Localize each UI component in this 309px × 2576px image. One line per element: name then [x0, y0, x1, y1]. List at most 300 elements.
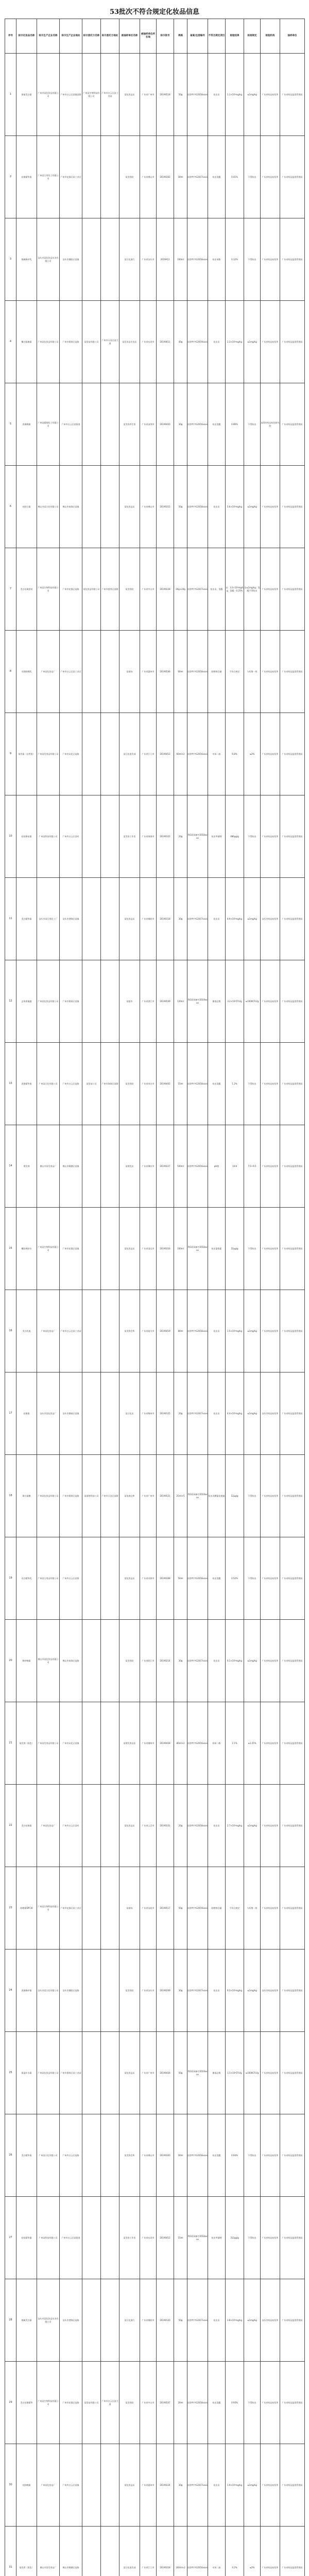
- table-cell-reg: 国妆特字G2016xxxx: [187, 2527, 208, 2576]
- table-cell-client: 某贸易有限公司: [82, 2362, 101, 2444]
- table-cell-name: 染发霜（自然黑）: [16, 713, 37, 795]
- table-cell-no: 29: [5, 2362, 16, 2444]
- table-cell-seller: 某日化商行: [119, 218, 140, 301]
- table-cell-maker: 广州某化妆品有限公司: [37, 960, 60, 1043]
- table-cell-batch: 20190302: [157, 136, 174, 218]
- table-cell-addr: 广州市番禺区某镇: [60, 960, 82, 1043]
- table-cell-client: [82, 1208, 101, 1290]
- table-cell-item: 检出汞: [208, 1620, 226, 1702]
- table-cell-client-addr: [101, 2444, 119, 2527]
- table-cell-standard: ≤1mg/kg: [244, 466, 261, 548]
- table-cell-batch: 20190331: [157, 1785, 174, 1867]
- table-cell-sampler: 广东省药品监督管理局: [280, 548, 305, 631]
- table-cell-client: [82, 713, 101, 795]
- column-header: 标示委托方名称: [82, 19, 101, 54]
- table-cell-reg: 国妆特字G2019xxxx: [187, 301, 208, 383]
- table-cell-maker: 广州某发用品有限公司: [37, 1702, 60, 1785]
- table-cell-no: 19: [5, 1537, 16, 1620]
- table-row: [5, 1537, 305, 1620]
- table-cell-reg: 国妆特字G2018xxxx: [187, 1290, 208, 1372]
- table-cell-loc: 广东省中山市: [140, 2362, 157, 2444]
- table-cell-addr: 汕头市潮南区某镇: [60, 1372, 82, 1455]
- table-cell-batch: 20190209: [157, 1950, 174, 2032]
- table-cell-maker: 广州某化妆品厂: [37, 2444, 60, 2527]
- table-cell-item: 防晒剂含量: [208, 631, 226, 713]
- table-cell-lab: 广东省药品检验所: [261, 2444, 280, 2527]
- table-cell-item: 检出汞: [208, 878, 226, 960]
- table-row: [5, 878, 305, 960]
- table-cell-client: [82, 466, 101, 548]
- table-cell-batch: 20190125: [157, 1372, 174, 1455]
- table-cell-reg: 国妆特字G2018xxxx: [187, 1537, 208, 1620]
- table-cell-item: 检出氯霉素: [208, 1208, 226, 1290]
- table-cell-spec: 50g: [174, 2032, 187, 2114]
- table-cell-name: 祛痘修复霜: [16, 795, 37, 878]
- table-cell-name: 茵丽美白霜: [16, 54, 37, 136]
- table-cell-batch: 20190214: [157, 1620, 174, 1702]
- table-cell-spec: 30ml: [174, 2114, 187, 2197]
- table-cell-seller: 某日化批发部: [119, 713, 140, 795]
- table-cell-maker: 广州某日用品有限公司: [37, 1537, 60, 1620]
- table-cell-no: 11: [5, 878, 16, 960]
- table-cell-client-addr: [101, 1785, 119, 1867]
- table-cell-spec: 100ml: [174, 218, 187, 301]
- table-cell-reg: 粤G妆网备字2019xxxx: [187, 2032, 208, 2114]
- table-cell-client: 某贸易公司: [82, 1043, 101, 1125]
- table-cell-client-addr: [101, 713, 119, 795]
- table-cell-loc: 广东省韶关市: [140, 1290, 157, 1372]
- table-cell-no: 16: [5, 1290, 16, 1372]
- table-cell-item: 检出氢醌: [208, 383, 226, 466]
- table-cell-result: 1.9×10³mg/kg: [226, 2444, 244, 2527]
- table-cell-client: [82, 960, 101, 1043]
- table-cell-batch: 2019A12: [157, 218, 174, 301]
- table-cell-item: 检出甲硝唑: [208, 2197, 226, 2279]
- table-cell-lab: 广东省药品检验所: [261, 795, 280, 878]
- table-cell-maker: 广州某科技有限公司: [37, 2197, 60, 2279]
- table-cell-standard: 不得检出: [244, 2114, 261, 2197]
- table-cell-lab: 广东省药品检验所: [261, 1290, 280, 1372]
- table-cell-standard: 不得检出: [244, 1043, 261, 1125]
- table-cell-seller: 某化妆品店: [119, 1785, 140, 1867]
- table-cell-client-addr: 广州市白云区某大道: [101, 2362, 119, 2444]
- table-row: [5, 1125, 305, 1208]
- table-cell-standard: ≤1mg/kg: [244, 1620, 261, 1702]
- table-cell-reg: 粤G妆网备字2018xxxx: [187, 2197, 208, 2279]
- table-cell-sampler: 广东省药品监督管理局: [280, 1455, 305, 1537]
- table-cell-standard: 不得检出: [244, 2362, 261, 2444]
- table-cell-sampler: 广东省药品监督管理局: [280, 631, 305, 713]
- table-cell-item: 检出苯酚: [208, 218, 226, 301]
- table-cell-no: 17: [5, 1372, 16, 1455]
- table-cell-sampler: 广东省药品监督管理局: [280, 713, 305, 795]
- table-cell-client-addr: [101, 1620, 119, 1702]
- table-cell-loc: 广东省惠州市: [140, 631, 157, 713]
- table-row: [5, 301, 305, 383]
- table-cell-standard: ≤1mg/kg: [244, 54, 261, 136]
- table-cell-addr: 广州市白云区某工业园: [60, 1290, 82, 1372]
- table-cell-reg: 粤G妆网备字2018xxxx: [187, 795, 208, 878]
- table-cell-item: 检出氢醌: [208, 2114, 226, 2197]
- table-cell-batch: 20190506: [157, 631, 174, 713]
- table-cell-client-addr: 广州市越秀区某路: [101, 548, 119, 631]
- table-cell-client: 某网络科技公司: [82, 1455, 101, 1537]
- table-cell-spec: 30g: [174, 1950, 187, 2032]
- table-cell-batch: 20190318: [157, 2527, 174, 2576]
- table-cell-sampler: 广东省药品监督管理局: [280, 54, 305, 136]
- table-cell-maker: 汕头市某日化有限公司: [37, 1950, 60, 2032]
- table-cell-batch: 20190611: [157, 301, 174, 383]
- table-cell-standard: 汞≤1mg/kg；氢醌不得检出: [244, 548, 261, 631]
- table-cell-client-addr: [101, 2197, 119, 2279]
- table-cell-seller: 某美容院: [119, 2362, 140, 2444]
- table-cell-name: 淡斑修护霜: [16, 1950, 37, 2032]
- table-cell-name: 焕颜修护乳: [16, 218, 37, 301]
- table-cell-item: 检出氢醌: [208, 1537, 226, 1620]
- table-cell-result: 12μg/g: [226, 1455, 244, 1537]
- table-cell-loc: 广东省河源市: [140, 1537, 157, 1620]
- table-cell-standard: 与标签一致: [244, 631, 261, 713]
- table-cell-standard: 不得检出: [244, 2197, 261, 2279]
- table-cell-standard: ≤1mg/kg: [244, 1950, 261, 2032]
- table-cell-lab: 广东省药品检验所: [261, 548, 280, 631]
- table-cell-result: 不符合规定: [226, 1867, 244, 1950]
- table-cell-reg: 国妆特字G2018xxxx: [187, 631, 208, 713]
- table-cell-reg: 国妆特字G2018xxxx: [187, 466, 208, 548]
- table-cell-reg: 国妆特字G2016xxxx: [187, 383, 208, 466]
- table-cell-lab: 广东省药品检验所: [261, 1867, 280, 1950]
- table-cell-batch: 20190426: [157, 2032, 174, 2114]
- table-cell-client: [82, 1537, 101, 1620]
- table-cell-spec: 100ml: [174, 1208, 187, 1290]
- table-cell-result: 汞：3.2×10³mg/kg；氢醌：0.25%: [226, 548, 244, 631]
- table-row: [5, 2527, 305, 2576]
- table-cell-sampler: 广东省药品监督管理局: [280, 878, 305, 960]
- table-cell-no: 15: [5, 1208, 16, 1290]
- table-cell-name: 美白祛斑套装: [16, 548, 37, 631]
- table-cell-maker: 广州某化妆品厂: [37, 1290, 60, 1372]
- table-cell-item: 检出氢醌: [208, 2362, 226, 2444]
- table-cell-result: 2.3×10³mg/kg: [226, 301, 244, 383]
- table-cell-sampler: 广东省药品监督管理局: [280, 1785, 305, 1867]
- table-cell-addr: 广州市白云区某路: [60, 2114, 82, 2197]
- table-cell-seller: 某商场: [119, 1867, 140, 1950]
- table-row: [5, 2362, 305, 2444]
- table-cell-standard: ≤1000CFU/g: [244, 2032, 261, 2114]
- table-cell-name: 美白精华液: [16, 2114, 37, 2197]
- table-cell-addr: 广州市白云区某镇: [60, 2444, 82, 2527]
- table-cell-standard: ≤1mg/kg: [244, 301, 261, 383]
- table-cell-no: 12: [5, 960, 16, 1043]
- table-cell-spec: 15ml: [174, 2197, 187, 2279]
- table-cell-maker: 佛山市某化妆品有限公司: [37, 1620, 60, 1702]
- table-cell-seller: 某美容院: [119, 1620, 140, 1702]
- table-cell-spec: 30ml: [174, 136, 187, 218]
- table-cell-sampler: 广东省药品监督管理局: [280, 2279, 305, 2362]
- table-cell-reg: 国妆特字G2017xxxx: [187, 2444, 208, 2527]
- table-cell-seller: 某化妆品店: [119, 878, 140, 960]
- table-cell-seller: 某日化商行: [119, 2279, 140, 2362]
- column-header: 标示批号: [157, 19, 174, 54]
- table-cell-spec: 60ml×2: [174, 713, 187, 795]
- table-cell-name: 美白祛斑霜: [16, 1785, 37, 1867]
- table-cell-name: 嫩白隔离霜: [16, 301, 37, 383]
- table-cell-batch: 20190118: [157, 878, 174, 960]
- table-cell-lab: 广东省药品检验所: [261, 2527, 280, 2576]
- table-cell-no: 31: [5, 2527, 16, 2576]
- table-cell-reg: 粤G妆网备字2019xxxx: [187, 960, 208, 1043]
- table-cell-spec: 30g: [174, 2444, 187, 2527]
- table-cell-maker: 广州某日化有限公司: [37, 1043, 60, 1125]
- table-cell-no: 18: [5, 1455, 16, 1537]
- table-cell-standard: ≤1.25%: [244, 1702, 261, 1785]
- table-cell-loc: 广东省潮州市: [140, 1702, 157, 1785]
- table-cell-item: 检出汞: [208, 1372, 226, 1455]
- table-cell-no: 13: [5, 1043, 16, 1125]
- table-cell-client: [82, 2114, 101, 2197]
- table-cell-loc: 广东省阳江市: [140, 1620, 157, 1702]
- table-cell-reg: 粤G妆网备字2018xxxx: [187, 1208, 208, 1290]
- table-cell-client: [82, 1785, 101, 1867]
- table-row: [5, 1290, 305, 1372]
- table-cell-spec: 30g: [174, 383, 187, 466]
- table-cell-no: 14: [5, 1125, 16, 1208]
- table-cell-maker: 汕头市某日用化工厂: [37, 878, 60, 960]
- table-cell-client-addr: [101, 2032, 119, 2114]
- table-cell-client-addr: [101, 1125, 119, 1208]
- table-cell-spec: 15ml: [174, 1043, 187, 1125]
- table-cell-result: 0.52%: [226, 1537, 244, 1620]
- table-cell-lab: 广东省药品检验所: [261, 1785, 280, 1867]
- table-cell-lab: 汕头市药品检验所: [261, 2279, 280, 2362]
- table-cell-lab: 广东省药品检验所: [261, 2197, 280, 2279]
- table-cell-lab: 广东省药品检验所: [261, 466, 280, 548]
- table-cell-maker: 广州市某化妆品有限公司: [37, 54, 60, 136]
- table-cell-sampler: 广东省药品监督管理局: [280, 2362, 305, 2444]
- table-cell-result: 22μg/g: [226, 1208, 244, 1290]
- table-cell-sampler: 广东省药品监督管理局: [280, 2444, 305, 2527]
- table-cell-maker: 广州某化妆品有限公司: [37, 1455, 60, 1537]
- table-cell-seller: 某化妆品店: [119, 2032, 140, 2114]
- table-cell-item: 检出汞: [208, 2444, 226, 2527]
- table-cell-maker: 广州某生物科技有限公司: [37, 548, 60, 631]
- table-cell-addr: 佛山市顺德区某路: [60, 2527, 82, 2576]
- table-cell-result: 5.6×10²mg/kg: [226, 466, 244, 548]
- table-cell-spec: 20g: [174, 795, 187, 878]
- table-cell-name: 祛斑精华液: [16, 136, 37, 218]
- table-cell-no: 30: [5, 2444, 16, 2527]
- table-cell-reg: 国妆特字G2019xxxx: [187, 1867, 208, 1950]
- table-cell-loc: 广东省佛山市: [140, 136, 157, 218]
- table-row: [5, 1208, 305, 1290]
- noncompliant-cosmetics-table: [5, 19, 305, 2576]
- table-cell-sampler: 广东省药品监督管理局: [280, 1620, 305, 1702]
- table-cell-reg: 国妆特字G2017xxxx: [187, 1950, 208, 2032]
- table-cell-spec: 30g: [174, 878, 187, 960]
- table-cell-sampler: 广东省药品监督管理局: [280, 2114, 305, 2197]
- table-row: [5, 1455, 305, 1537]
- table-cell-no: 6: [5, 466, 16, 548]
- table-cell-item: 间苯二酚: [208, 1702, 226, 1785]
- table-cell-batch: 20190228: [157, 548, 174, 631]
- table-cell-no: 26: [5, 2114, 16, 2197]
- table-cell-client-addr: 广州市天河区某路: [101, 1455, 119, 1537]
- column-header: 检验机构: [261, 19, 280, 54]
- table-cell-client-addr: [101, 2279, 119, 2362]
- table-cell-standard: ≤2%: [244, 2527, 261, 2576]
- table-cell-name: 美白精华霜: [16, 878, 37, 960]
- table-cell-seller: 某超市: [119, 960, 140, 1043]
- table-cell-sampler: 广东省药品监督管理局: [280, 2197, 305, 2279]
- table-cell-batch: 20190517: [157, 1867, 174, 1950]
- table-cell-batch: 20190412: [157, 713, 174, 795]
- table-cell-item: 检出汞: [208, 1950, 226, 2032]
- table-cell-lab: 广东省药品检验所: [261, 1455, 280, 1537]
- table-cell-spec: 500ml: [174, 1125, 187, 1208]
- table-cell-spec: 20ml: [174, 2362, 187, 2444]
- table-row: [5, 795, 305, 878]
- table-cell-item: pH值: [208, 1125, 226, 1208]
- table-cell-batch: 20190308: [157, 1537, 174, 1620]
- table-cell-lab: 广东省药品检验所: [261, 2362, 280, 2444]
- table-cell-item: 菌落总数: [208, 2032, 226, 2114]
- table-cell-client: [82, 1620, 101, 1702]
- table-cell-spec: 100ml×2: [174, 2527, 187, 2576]
- table-cell-name: 焕颜美白霜: [16, 2279, 37, 2362]
- table-cell-addr: 广州市白云区某街道: [60, 383, 82, 466]
- table-cell-addr: 广州市番禺区某工业园: [60, 2032, 82, 2114]
- table-cell-addr: 汕头市澄海区某路: [60, 2279, 82, 2362]
- table-cell-addr: 广州市白云区某街道: [60, 2197, 82, 2279]
- table-cell-result: 1.1×10³mg/kg: [226, 54, 244, 136]
- table-cell-no: 25: [5, 2032, 16, 2114]
- table-cell-reg: 国妆特字G2017xxxx: [187, 878, 208, 960]
- table-cell-name: 美白祛斑精华: [16, 2362, 37, 2444]
- table-cell-loc: 广东省江门市: [140, 2527, 157, 2576]
- table-cell-seller: 某美容会所: [119, 2114, 140, 2197]
- table-cell-lab: 广东省药品检验所: [261, 301, 280, 383]
- table-cell-addr: 广州市花都区某路: [60, 548, 82, 631]
- table-row: [5, 1620, 305, 1702]
- table-cell-standard: ≤1mg/kg: [244, 1372, 261, 1455]
- table-cell-reg: 国妆特字G2018xxxx: [187, 2362, 208, 2444]
- table-cell-reg: 国妆特字G2018xxxx: [187, 1043, 208, 1125]
- table-cell-spec: 20g: [174, 1785, 187, 1867]
- table-cell-no: 27: [5, 2197, 16, 2279]
- table-cell-loc: 广东省佛山市: [140, 466, 157, 548]
- table-cell-client-addr: [101, 383, 119, 466]
- column-header: 序号: [5, 19, 16, 54]
- table-cell-result: 3.8×10³mg/kg: [226, 2279, 244, 2362]
- table-cell-seller: 某美容院: [119, 548, 140, 631]
- table-cell-name: 保湿补水霜: [16, 2032, 37, 2114]
- table-cell-name: 嫩肤爽肤水: [16, 1208, 37, 1290]
- table-cell-sampler: 广东省药品监督管理局: [280, 136, 305, 218]
- table-cell-item: 检出氢醌: [208, 136, 226, 218]
- table-cell-lab: 广东省药品检验所: [261, 2032, 280, 2114]
- table-cell-no: 4: [5, 301, 16, 383]
- table-row: [5, 548, 305, 631]
- table-cell-result: 不符合规定: [226, 631, 244, 713]
- table-cell-client: [82, 631, 101, 713]
- table-cell-sampler: 广东省药品监督管理局: [280, 1125, 305, 1208]
- table-cell-loc: 广东省清远市: [140, 1208, 157, 1290]
- table-cell-seller: 某美容养生馆: [119, 383, 140, 466]
- table-cell-batch: 20190224: [157, 2444, 174, 2527]
- table-cell-addr: 广州市白云区某街: [60, 1537, 82, 1620]
- table-cell-lab: 广东省药品检验所: [261, 631, 280, 713]
- table-row: [5, 2444, 305, 2527]
- column-header: 标示生产企业地址: [60, 19, 82, 54]
- table-cell-lab: 汕头市药品检验所: [261, 1950, 280, 2032]
- table-cell-loc: 广东省云浮市: [140, 1785, 157, 1867]
- table-cell-item: 对苯二胺: [208, 2527, 226, 2576]
- table-cell-batch: 20190428: [157, 1702, 174, 1785]
- table-cell-no: 5: [5, 383, 16, 466]
- table-cell-maker: 广州某化妆品有限公司: [37, 2032, 60, 2114]
- table-cell-item: 检出汞: [208, 2279, 226, 2362]
- table-cell-addr: 广州市从化区某路: [60, 713, 82, 795]
- table-cell-client-addr: 广州市天河区某大道: [101, 301, 119, 383]
- table-cell-seller: 某美容院: [119, 1950, 140, 2032]
- table-cell-client: [82, 1702, 101, 1785]
- table-cell-name: 染发膏（黑色）: [16, 2527, 37, 2576]
- table-cell-maker: 广州某精细化工有限公司: [37, 383, 60, 466]
- table-cell-client-addr: [101, 1702, 119, 1785]
- table-row: [5, 2114, 305, 2197]
- table-cell-maker: 广州某生物科技有限公司: [37, 2362, 60, 2444]
- column-header: 检验结果: [226, 19, 244, 54]
- column-header: 标示化妆品名称: [16, 19, 37, 54]
- table-cell-name: 淡斑晚霜: [16, 383, 37, 466]
- table-cell-sampler: 广东省药品监督管理局: [280, 1208, 305, 1290]
- table-cell-standard: ≤1mg/kg: [244, 2444, 261, 2527]
- table-cell-seller: 某化妆品专卖店: [119, 301, 140, 383]
- table-cell-spec: 50g: [174, 466, 187, 548]
- table-cell-addr: 广州市花都区某工业区: [60, 1867, 82, 1950]
- table-cell-maker: 广州某科技有限公司: [37, 795, 60, 878]
- table-cell-addr: 佛山市南海区某路: [60, 1620, 82, 1702]
- table-cell-seller: 某理发店: [119, 1125, 140, 1208]
- table-cell-maker: 汕头市某化妆品厂: [37, 1372, 60, 1455]
- table-cell-batch: 20190420: [157, 383, 174, 466]
- table-cell-lab: 广东省药品检验所: [261, 960, 280, 1043]
- table-cell-seller: 某美容院: [119, 1043, 140, 1125]
- table-cell-standard: ≤2%: [244, 713, 261, 795]
- table-cell-batch: 20190509: [157, 960, 174, 1043]
- table-cell-sampler: 广东省药品监督管理局: [280, 1043, 305, 1125]
- table-cell-name: 烫发剂: [16, 1125, 37, 1208]
- table-cell-loc: 广东省江门市: [140, 713, 157, 795]
- table-cell-seller: 某化妆品店: [119, 466, 140, 548]
- table-cell-seller: 某日化批发部: [119, 2527, 140, 2576]
- table-cell-seller: 某化妆品店: [119, 54, 140, 136]
- table-cell-addr: 广州市白云区某路: [60, 1043, 82, 1125]
- table-cell-reg: 国妆特字G2017xxxx: [187, 136, 208, 218]
- table-cell-seller: 某化妆品店: [119, 2444, 140, 2527]
- table-cell-addr: 佛山市南海区某镇: [60, 466, 82, 548]
- table-cell-lab: 广东省药品检验所: [261, 1208, 280, 1290]
- table-cell-maker: 佛山市某发用品厂: [37, 2527, 60, 2576]
- table-cell-name: 亮肤日霜: [16, 466, 37, 548]
- table-cell-client-addr: 广州市海珠区某路: [101, 1043, 119, 1125]
- table-row: [5, 2197, 305, 2279]
- table-cell-spec: 40g: [174, 301, 187, 383]
- table-row: [5, 713, 305, 795]
- table-cell-name: 修护晚霜: [16, 1620, 37, 1702]
- table-cell-client: [82, 1867, 101, 1950]
- table-cell-client-addr: [101, 136, 119, 218]
